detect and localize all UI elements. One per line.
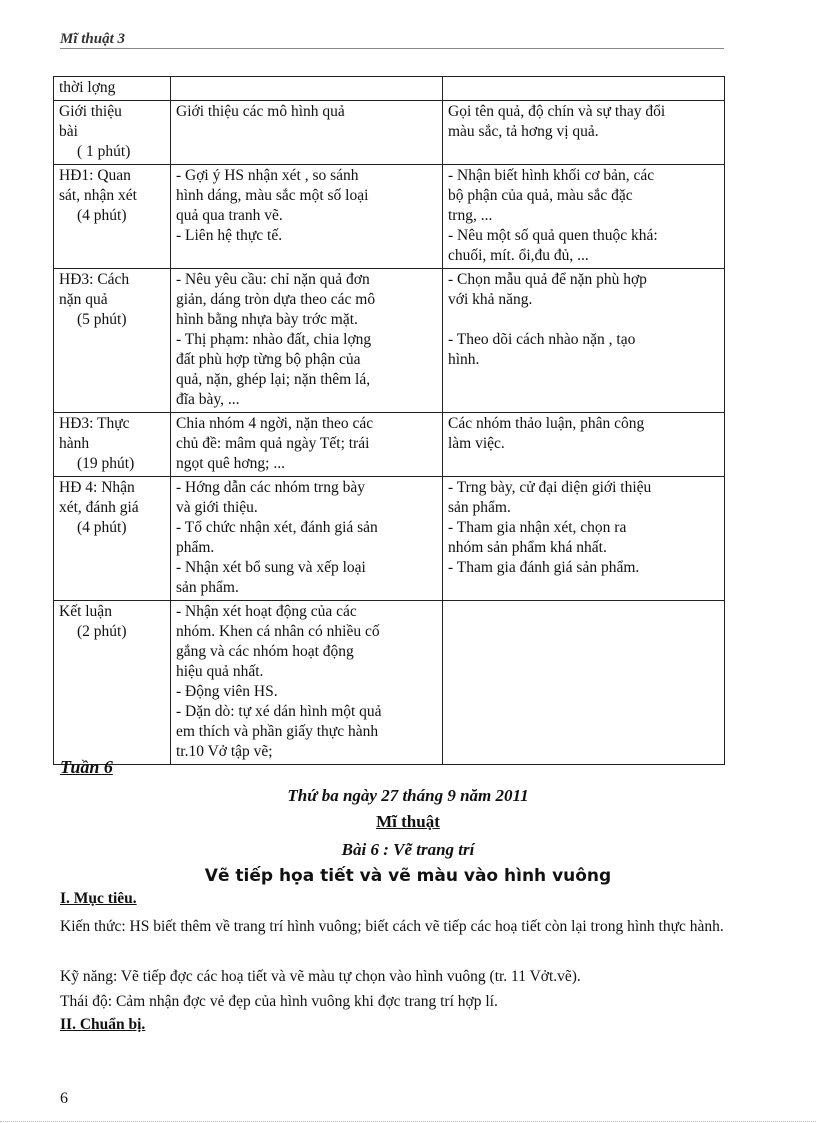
paragraph-skills: Kỹ năng: Vẽ tiếp đợc các hoạ tiết và vẽ màu tự chọn vào hình vuông (tr. 11 Vởt.vẽ). — [60, 968, 581, 985]
table-cell — [54, 77, 171, 101]
table-cell — [171, 269, 443, 413]
cell-line: em thích và phần giấy thực hành — [176, 723, 379, 740]
cell-line: quả qua tranh vẽ. — [176, 207, 283, 224]
cell-line: HĐ1: Quan — [59, 167, 131, 184]
cell-line: màu sắc, tả hơng vị quả. — [448, 123, 599, 140]
cell-line: - Động viên HS. — [176, 683, 278, 700]
page-header — [60, 30, 724, 49]
cell-line: - Dặn dò: tự xé dán hình một quả — [176, 703, 382, 720]
page-number: 6 — [60, 1090, 68, 1107]
cell-line: Gọi tên quả, độ chín và sự thay đổi — [448, 103, 666, 120]
cell-line: chuối, mít. ổi,đu đủ, ... — [448, 247, 589, 264]
cell-line: - Tham gia nhận xét, chọn ra — [448, 519, 627, 536]
table-row — [54, 269, 725, 413]
table-cell — [54, 477, 171, 601]
table-row — [54, 413, 725, 477]
cell-line: - Thị phạm: nhào đất, chia lợng — [176, 331, 372, 348]
table-cell — [54, 101, 171, 165]
cell-line: - Nhận xét bổ sung và xếp loại — [176, 559, 366, 576]
table-cell — [443, 477, 725, 601]
cell-line: quả, nặn, ghép lại; nặn thêm lá, — [176, 371, 371, 388]
table-cell — [54, 601, 171, 765]
cell-line: hiệu quả nhất. — [176, 663, 264, 680]
cell-line: HĐ 4: Nhận — [59, 479, 135, 496]
cell-line: Các nhóm thảo luận, phân công — [448, 415, 645, 432]
cell-line: Kết luận — [59, 603, 112, 620]
table-cell — [171, 413, 443, 477]
section-objectives: I. Mục tiêu. — [60, 890, 137, 907]
table-cell — [443, 77, 725, 101]
table-cell — [443, 413, 725, 477]
cell-line: - Hớng dẫn các nhóm trng bày — [176, 479, 365, 496]
cell-line: nhóm sản phẩm khá nhất. — [448, 539, 607, 556]
cell-line: - Gợi ý HS nhận xét , so sánh — [176, 167, 359, 184]
cell-line: - Tổ chức nhận xét, đánh giá sản — [176, 519, 378, 536]
cell-line: Giới thiệu — [59, 103, 122, 120]
lesson-plan-table — [53, 76, 725, 765]
cell-line: làm việc. — [448, 435, 505, 452]
table-cell — [171, 77, 443, 101]
cell-line: ngọt quê hơng; ... — [176, 455, 285, 472]
lesson-heading: Bài 6 : Vẽ trang trí — [341, 840, 475, 859]
cell-line: bài — [59, 123, 78, 140]
subject-heading: Mĩ thuật — [376, 812, 440, 831]
table-row — [54, 601, 725, 765]
cell-line: phẩm. — [176, 539, 215, 556]
table-cell — [443, 101, 725, 165]
cell-line: - Theo dõi cách nhào nặn , tạo — [448, 331, 636, 348]
cell-line: (4 phút) — [77, 519, 127, 536]
cell-line: Giới thiệu các mô hình quả — [176, 103, 345, 120]
cell-line: giản, dáng tròn dựa theo các mô — [176, 291, 376, 308]
cell-line: ( 1 phút) — [77, 143, 131, 160]
cell-line: nhóm. Khen cá nhân có nhiều cố — [176, 623, 380, 640]
cell-line: bộ phận của quả, màu sắc đặc — [448, 187, 633, 204]
cell-line: (5 phút) — [77, 311, 127, 328]
table-row — [54, 77, 725, 101]
table-cell — [443, 165, 725, 269]
cell-line: HĐ3: Cách — [59, 271, 130, 288]
cell-line: - Chọn mẫu quả để nặn phù hợp — [448, 271, 647, 288]
cell-line: tr.10 Vở tập vẽ; — [176, 743, 273, 760]
cell-line: - Tham gia đánh giá sản phẩm. — [448, 559, 640, 576]
cell-line: hành — [59, 435, 90, 452]
table-row — [54, 165, 725, 269]
table-cell — [443, 269, 725, 413]
cell-line: (2 phút) — [77, 623, 127, 640]
cell-line: - Nêu một số quả quen thuộc khá: — [448, 227, 658, 244]
cell-line: đĩa bày, ... — [176, 391, 240, 408]
cell-line: Chia nhóm 4 ngời, nặn theo các — [176, 415, 374, 432]
cell-line: thời lợng — [59, 79, 116, 96]
paragraph-attitude: Thái độ: Cảm nhận đợc vẻ đẹp của hình vuông khi đợc trang trí hợp lí. — [60, 993, 498, 1010]
cell-line: - Nêu yêu cầu: chỉ nặn quả đơn — [176, 271, 370, 288]
cell-line: - Liên hệ thực tế. — [176, 227, 283, 244]
cell-line: hình dáng, màu sắc một số loại — [176, 187, 369, 204]
table-cell — [443, 601, 725, 765]
table-cell — [171, 601, 443, 765]
cell-line: đất phù hợp từng bộ phận của — [176, 351, 361, 368]
cell-line: HĐ3: Thực — [59, 415, 130, 432]
table-cell — [171, 101, 443, 165]
cell-line: - Trng bày, cử đại diện giới thiệu — [448, 479, 652, 496]
footer-divider — [0, 1121, 816, 1122]
section-preparation: II. Chuẩn bị. — [60, 1016, 146, 1033]
cell-line: nặn quả — [59, 291, 108, 308]
cell-line: sát, nhận xét — [59, 187, 137, 204]
cell-line: - Nhận xét hoạt động của các — [176, 603, 357, 620]
cell-line: sản phẩm. — [448, 499, 511, 516]
table-cell — [54, 269, 171, 413]
cell-line: trng, ... — [448, 207, 493, 224]
cell-line: hình. — [448, 351, 480, 368]
cell-line: - Nhận biết hình khối cơ bản, các — [448, 167, 655, 184]
cell-line: hình bằng nhựa bày trớc mặt. — [176, 311, 358, 328]
paragraph-knowledge: Kiến thức: HS biết thêm về trang trí hình vuông; biết cách vẽ tiếp các hoạ tiết còn lại trong hình thực hành. — [60, 918, 724, 935]
table-row — [54, 477, 725, 601]
cell-line: xét, đánh giá — [59, 499, 139, 516]
date-heading: Thứ ba ngày 27 tháng 9 năm 2011 — [287, 786, 529, 805]
cell-line: và giới thiệu. — [176, 499, 258, 516]
week-heading: Tuần 6 — [60, 757, 113, 777]
cell-line: với khả năng. — [448, 291, 533, 308]
cell-line: (4 phút) — [77, 207, 127, 224]
cell-line: sản phẩm. — [176, 579, 239, 596]
table-row — [54, 101, 725, 165]
table-cell — [171, 477, 443, 601]
cell-line: gắng và các nhóm hoạt động — [176, 643, 354, 660]
table-cell — [54, 165, 171, 269]
lesson-title: Vẽ tiếp họa tiết và vẽ màu vào hình vuông — [204, 866, 612, 886]
table-cell — [54, 413, 171, 477]
header-title: Mĩ thuật 3 — [60, 31, 126, 47]
cell-line: (19 phút) — [77, 455, 135, 472]
cell-line — [448, 310, 720, 330]
cell-line: chủ đề: mâm quả ngày Tết; trái — [176, 435, 370, 452]
table-cell — [171, 165, 443, 269]
